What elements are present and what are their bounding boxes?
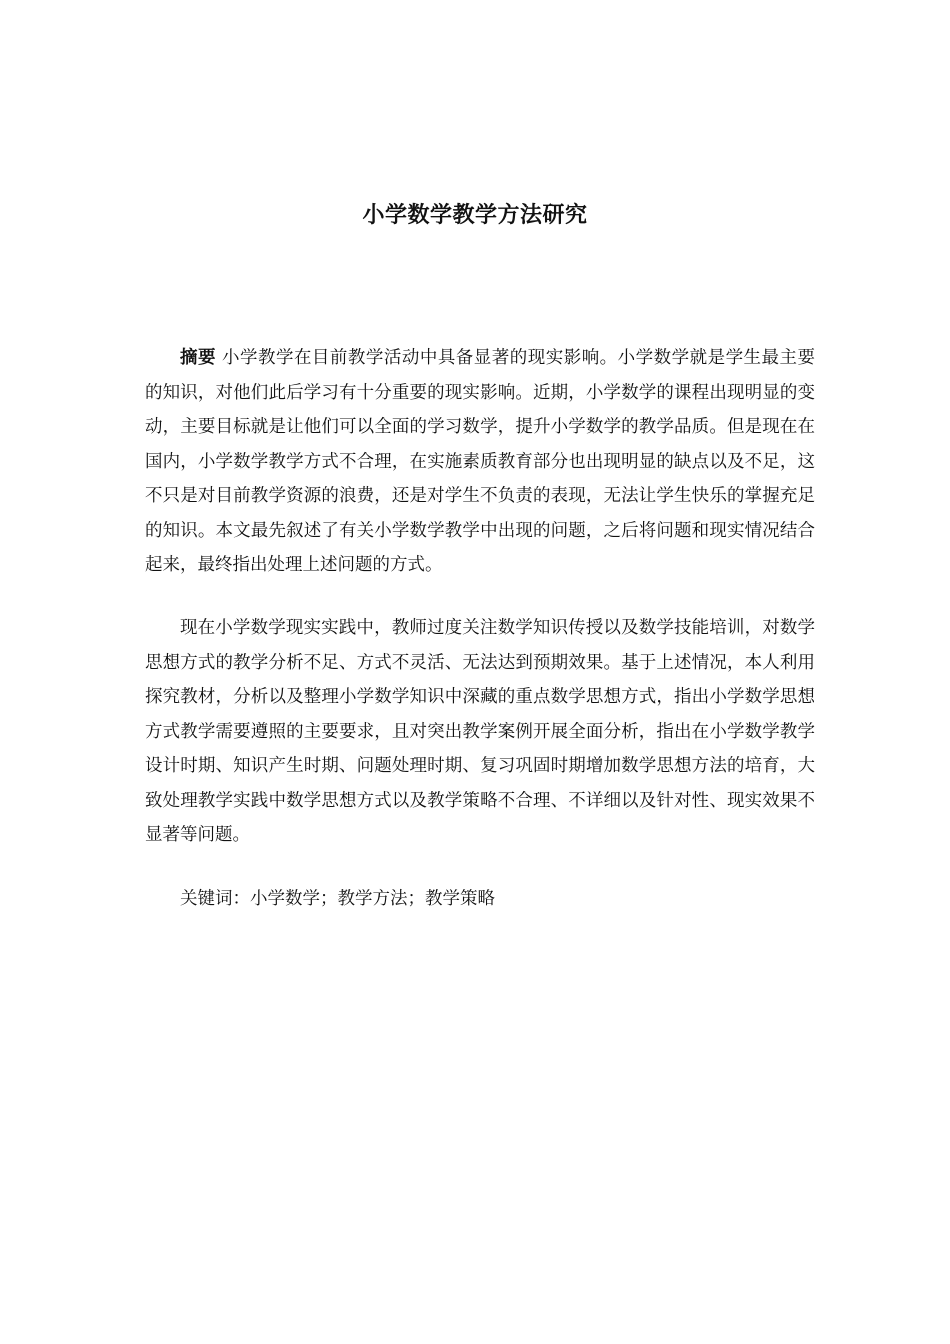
- abstract-text: 小学教学在目前教学活动中具备显著的现实影响。小学数学就是学生最主要的知识，对他们此后学习有十分重要的现实影响。近期，小学数学的课程出现明显的变动，主要目标就是让他们可以全面的学习数学，提升小学数学的教学品质。但是现在在国内，小学数学教学方式不合理，在实施素质教育部分也出现明显的缺点以及不足，这不只是对目前教学资源的浪费，还是对学生不负责的表现，无法让学生快乐的掌握充足的知识。本文最先叙述了有关小学数学教学中出现的问题，之后将问题和现实情况结合起来，最终指出处理上述问题的方式。: [145, 348, 815, 575]
- abstract-paragraph: [145, 341, 815, 583]
- keywords-line: 关键词：小学数学；教学方法；教学策略: [180, 889, 495, 909]
- abstract-label: 摘要: [180, 348, 216, 368]
- body-paragraph: 现在小学数学现实实践中，教师过度关注数学知识传授以及数学技能培训，对数学思想方式的教学分析不足、方式不灵活、无法达到预期效果。基于上述情况，本人利用探究教材，分析以及整理小学数学知识中深藏的重点数学思想方式，指出小学数学思想方式教学需要遵照的主要要求，且对突出教学案例开展全面分析，指出在小学数学教学设计时期、知识产生时期、问题处理时期、复习巩固时期增加数学思想方法的培育，大致处理教学实践中数学思想方式以及教学策略不合理、不详细以及针对性、现实效果不显著等问题。: [145, 618, 815, 845]
- document-title: 小学数学教学方法研究: [362, 202, 588, 228]
